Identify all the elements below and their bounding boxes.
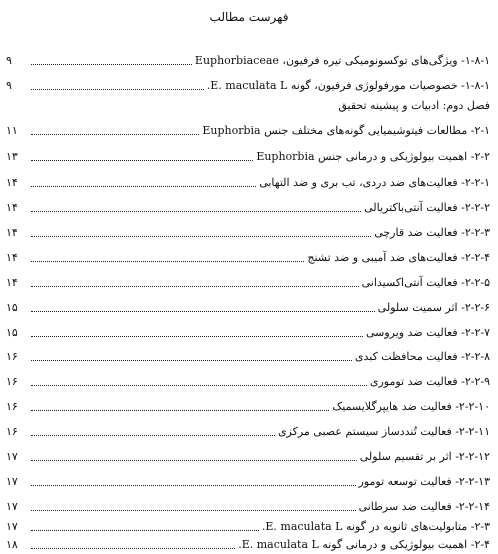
toc-entry-page: ۹ — [6, 54, 12, 67]
toc-entry[interactable] — [6, 172, 490, 190]
toc-entry-label: ۲-۲- اهمیت بیولوژیکی و درمانی جنس Euphorbia — [256, 150, 490, 163]
toc-entry[interactable] — [6, 247, 490, 265]
leader-dots — [31, 88, 204, 90]
leader-dots — [31, 359, 352, 361]
leader-dots — [31, 260, 304, 262]
toc-entry-label: ۲-۲-۲- فعالیت آنتی‌باکتریالی — [364, 201, 490, 214]
toc-entry[interactable] — [6, 222, 490, 240]
toc-entry[interactable] — [6, 120, 490, 138]
toc-entry-page: ۱۶ — [6, 350, 18, 363]
toc-entry-page: ۱۴ — [6, 201, 18, 214]
leader-dots — [31, 235, 371, 237]
toc-entry-label: ۲-۲-۳- فعالیت ضد قارچی — [374, 226, 490, 239]
toc-entry-label: ۲-۲-۱۳- فعالیت توسعه تومور — [358, 475, 490, 488]
toc-entry-page: ۱۵ — [6, 326, 18, 339]
leader-dots — [31, 159, 253, 161]
toc-entry-label: ۲-۲-۱۱- فعالیت تُنددساز سیستم عصبی مرکزی — [277, 425, 490, 438]
toc-entry-page: ۱۱ — [6, 124, 18, 137]
toc-entry-page: ۱۴ — [6, 176, 18, 189]
toc-entry-label: ۲-۲-۱- فعالیت‌های ضد دردی، تب بری و ضد التهابی — [259, 176, 490, 189]
toc-entry[interactable] — [6, 534, 490, 552]
toc-entry[interactable] — [6, 146, 490, 164]
toc-entry[interactable] — [6, 516, 490, 534]
toc-entry[interactable] — [6, 446, 490, 464]
leader-dots — [31, 210, 361, 212]
toc-entry-label: ۲-۱- مطالعات فیتوشیمیایی گونه‌های مختلف جنس Euphorbia — [202, 124, 490, 137]
toc-entry-label: ۲-۲-۱۴- فعالیت ضد سرطانی — [358, 500, 490, 513]
leader-dots — [31, 459, 357, 461]
toc-entry-label: ۱-۸-۱- ویژگی‌های توکسونومیکی تیره فرفیون، Euphorbiaceae — [194, 54, 490, 67]
leader-dots — [31, 133, 199, 135]
leader-dots — [31, 409, 329, 411]
toc-entry-label: ۲-۲-۴- فعالیت‌های ضد آمیبی و ضد تشنج — [307, 251, 490, 264]
toc-entry[interactable] — [6, 346, 490, 364]
toc-entry-page: ۱۵ — [6, 301, 18, 314]
toc-entry[interactable] — [6, 272, 490, 290]
leader-dots — [31, 529, 259, 531]
leader-dots — [31, 484, 356, 486]
toc-entry[interactable] — [6, 75, 490, 93]
toc-entry[interactable] — [6, 297, 490, 315]
toc-entry-label: ۲-۴- اهمیت بیولوژیکی و درمانی گونه E. maculata L. — [238, 538, 490, 551]
leader-dots — [31, 310, 375, 312]
toc-entry-page: ۱۶ — [6, 425, 18, 438]
toc-entry[interactable] — [6, 471, 490, 489]
toc-title: فهرست مطالب — [209, 10, 289, 24]
toc-entry-page: ۱۶ — [6, 400, 18, 413]
toc-entry[interactable] — [6, 421, 490, 439]
toc-entry-page: ۱۷ — [6, 520, 18, 533]
leader-dots — [31, 185, 256, 187]
leader-dots — [31, 335, 363, 337]
toc-entry-page: ۱۴ — [6, 226, 18, 239]
toc-entry[interactable] — [6, 322, 490, 340]
toc-entry[interactable] — [6, 396, 490, 414]
toc-entry-label: ۲-۲-۸- فعالیت محافظت کبدی — [354, 350, 490, 363]
toc-entry-page: ۱۳ — [6, 150, 18, 163]
toc-entry-page: ۹ — [6, 79, 12, 92]
toc-entry[interactable] — [6, 197, 490, 215]
toc-entry-label: ۲-۲-۶- اثر سمیت سلولی — [377, 301, 490, 314]
toc-entry-label: ۱-۸-۱- خصوصیات مورفولوژی فرفیون، گونه E. maculata L. — [206, 79, 490, 92]
leader-dots — [31, 285, 359, 287]
leader-dots — [31, 434, 275, 436]
leader-dots — [31, 509, 356, 511]
toc-entry-page: ۱۷ — [6, 475, 18, 488]
toc-entry-page: ۱۸ — [6, 538, 18, 551]
toc-entry[interactable] — [6, 371, 490, 389]
toc-entry[interactable] — [6, 496, 490, 514]
chapter-heading: فصل دوم: ادبیات و پیشینه تحقیق — [338, 99, 490, 112]
toc-entry-label: ۲-۲-۵- فعالیت آنتی‌اکسیدانی — [361, 276, 490, 289]
toc-entry-label: ۲-۲-۹- فعالیت ضد توموری — [369, 375, 490, 388]
leader-dots — [31, 384, 367, 386]
toc-entry[interactable] — [6, 50, 490, 68]
toc-entry-page: ۱۷ — [6, 500, 18, 513]
leader-dots — [31, 547, 235, 549]
toc-entry-page: ۱۴ — [6, 251, 18, 264]
toc-entry-label: ۲-۳- متابولیت‌های ثانویه در گونه E. maculata L. — [261, 520, 490, 533]
toc-entry-page: ۱۷ — [6, 450, 18, 463]
toc-entry-page: ۱۶ — [6, 375, 18, 388]
toc-entry-label: ۲-۲-۷- فعالیت ضد ویروسی — [365, 326, 490, 339]
toc-entry-page: ۱۴ — [6, 276, 18, 289]
toc-entry-label: ۲-۲-۱۰- فعالیت ضد هایپرگلایسمیک — [332, 400, 490, 413]
leader-dots — [31, 63, 192, 65]
toc-entry-label: ۲-۲-۱۲- اثر بر تقسیم سلولی — [359, 450, 490, 463]
